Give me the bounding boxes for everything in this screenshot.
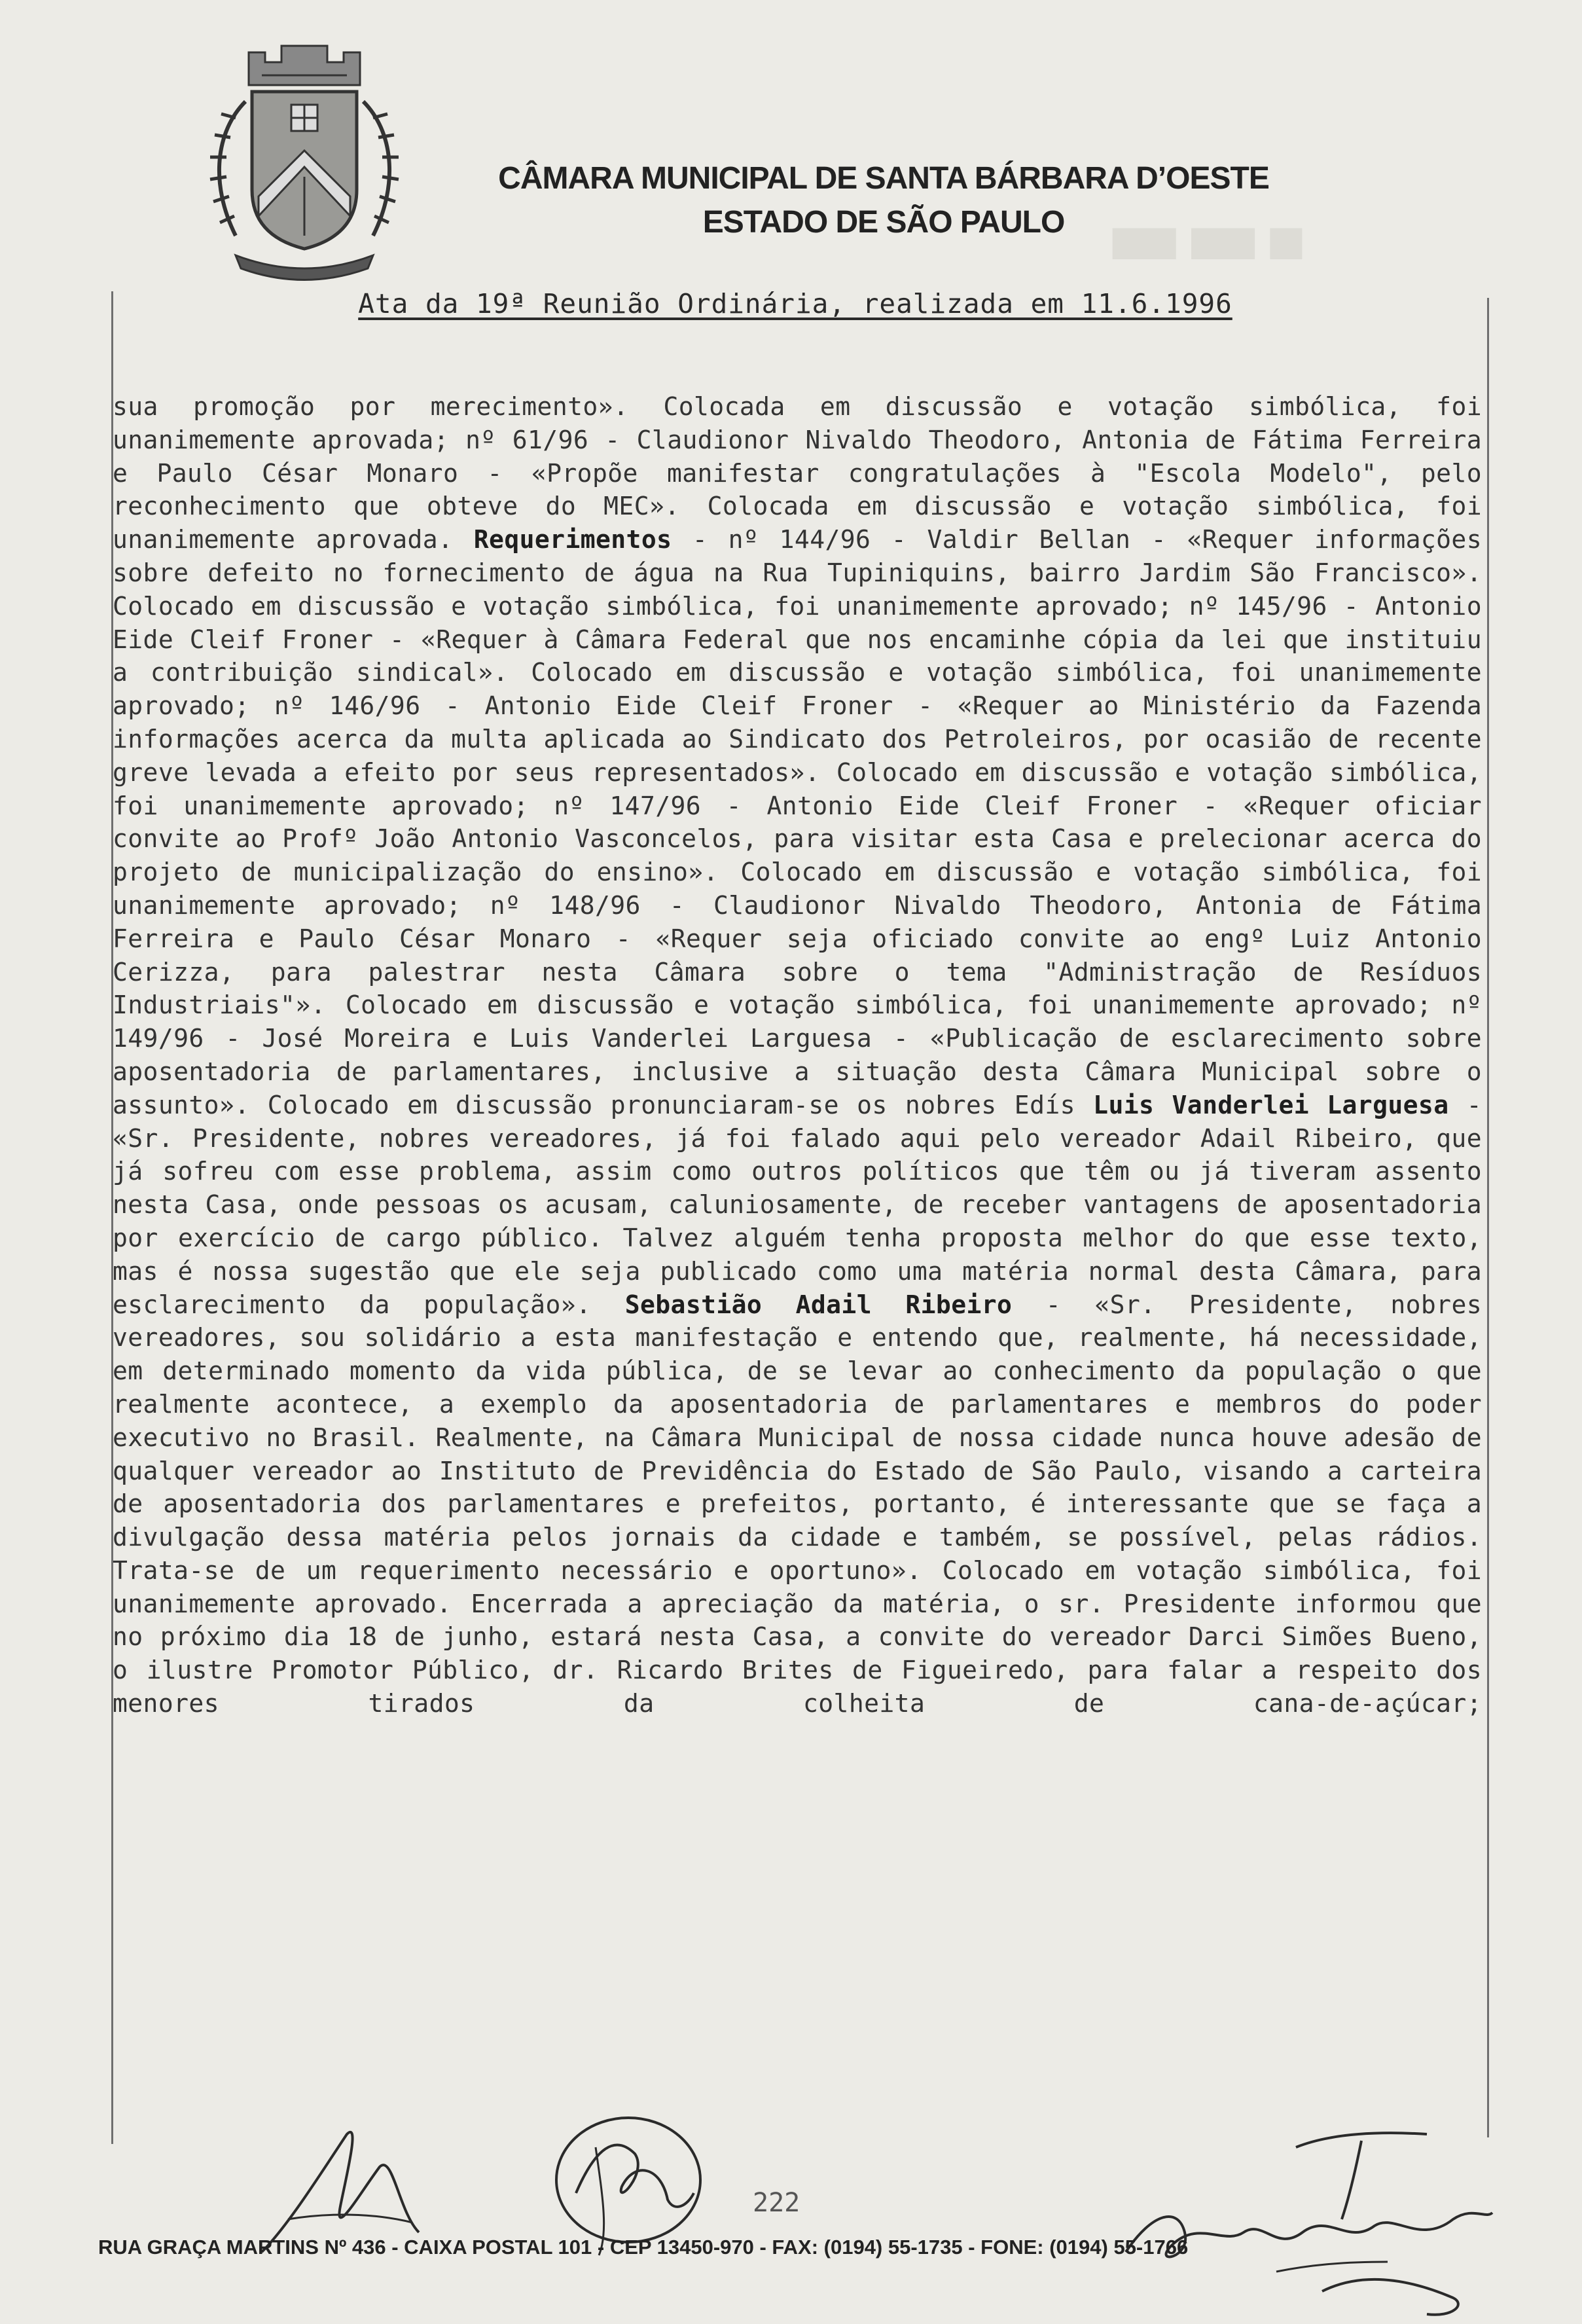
body-text-4: - «Sr. Presidente, nobres vereadores, sou solidário a esta manifestação e entendo que, realmente, há necessidade, em determinado momento da vida pública, de se levar ao conhecimento da população o que realmente acontece, a exemplo da aposentadoria de parlamentares e membros do poder executivo no Brasil. Realmente, na Câmara Municipal de nossa cidade nunca houve adesão de qualquer vereador ao Instituto de Previdência do Estado de São Paulo, visando a carteira de aposentadoria dos parlamentares e prefeitos, portanto, é interessante que se faça a divulgação dessa matéria pelos jornais da cidade e também, se possível, pelas rádios. Trata-se de um requerimento necessário e oportuno». Colocado em votação simbólica, foi unanimemente aprovado. Encerrada a apreciação da matéria, o sr. Presidente informou que no próximo dia 18 de junho, estará nesta Casa, a convite do vereador Darci Simões Bueno, o ilustre Promotor Público, dr. Ricardo Brites de Figueiredo, para falar a respeito dos menores tirados da colheita de cana-de-açúcar; [113, 1290, 1483, 1718]
body-text-3: - «Sr. Presidente, nobres vereadores, já foi falado aqui pelo vereador Adail Ribeiro, que já sofreu com esse problema, assim como outros políticos que têm ou já tiveram assento nesta Casa, onde pessoas os acusam, caluniosamente, de receber vantagens de aposentadoria por exercício de cargo público. Talvez alguém tenha proposta melhor do que esse texto, mas é nossa sugestão que ele seja publicado como uma matéria normal desta Câmara, para esclarecimento da população». [113, 1090, 1482, 1319]
body-text-1: sua promoção por merecimento». Colocada em discussão e votação simbólica, foi unanimemente aprovada; nº 61/96 - Claudionor Nivaldo Theodoro, Antonia de Fátima Ferreira e Paulo César Monaro - «Propõe manifestar congratulações à "Escola Modelo", pelo reconhecimento que obteve do MEC». Colocada em discussão e votação simbólica, foi unanimemente aprovada. [113, 392, 1482, 554]
speaker-name: Luis Vanderlei Larguesa [1093, 1090, 1449, 1119]
coat-of-arms-logo [196, 39, 412, 288]
page-number: 222 [753, 2188, 800, 2218]
minutes-title: Ata da 19ª Reunião Ordinária, realizada em 11.6.1996 [358, 288, 1232, 319]
minutes-paragraph [113, 390, 1482, 1720]
speaker-name: Sebastião Adail Ribeiro [624, 1290, 1013, 1319]
institution-name: CÂMARA MUNICIPAL DE SANTA BÁRBARA D’OESTE [498, 161, 1269, 196]
minutes-body [113, 390, 1482, 1720]
state-name: ESTADO DE SÃO PAULO [702, 205, 1065, 240]
signature-right [1113, 2121, 1505, 2324]
footer-address: RUA GRAÇA MARTINS Nº 436 - CAIXA POSTAL 101 - CEP 13450-970 - FAX: (0194) 55-1735 - FONE: (0194) 55-1766 [98, 2236, 1189, 2259]
bleed-through-shadow: ██ ████ ████ [1113, 229, 1302, 259]
body-text-2: - nº 144/96 - Valdir Bellan - «Requer informações sobre defeito no fornecimento de água na Rua Tupiniquins, bairro Jardim São Francisco». Colocado em discussão e votação simbólica, foi unanimemente aprovado; nº 145/96 - Antonio Eide Cleif Froner - «Requer à Câmara Federal que nos encaminhe cópia da lei que instituiu a contribuição sindical». Colocado em discussão e votação simbólica, foi unanimemente aprovado; nº 146/96 - Antonio Eide Cleif Froner - «Requer ao Ministério da Fazenda informações acerca da multa aplicada ao Sindicato dos Petroleiros, por ocasião de recente greve levada a efeito por seus representados». Colocado em discussão e votação simbólica, foi unanimemente aprovado; nº 147/96 - Antonio Eide Cleif Froner - «Requer oficiar convite ao Profº João Antonio Vasconcelos, para visitar esta Casa e prelecionar acerca do projeto de municipalização do ensino». Colocado em discussão e votação simbólica, foi unanimemente aprovado; nº 148/96 - Claudionor Nivaldo Theodoro, Antonia de Fátima Ferreira e Paulo César Monaro - «Requer seja oficiado convite ao engº Luiz Antonio Cerizza, para palestrar nesta Câmara sobre o tema "Administração de Resíduos Industriais"». Colocado em discussão e votação simbólica, foi unanimemente aprovado; nº 149/96 - José Moreira e Luis Vanderlei Larguesa - «Publicação de esclarecimento sobre aposentadoria de parlamentares, inclusive a situação desta Câmara Municipal sobre o assunto». Colocado em discussão pronunciaram-se os nobres Edís [113, 525, 1482, 1119]
right-margin-rule [1487, 298, 1489, 2137]
section-label-requerimentos: Requerimentos [473, 525, 672, 554]
